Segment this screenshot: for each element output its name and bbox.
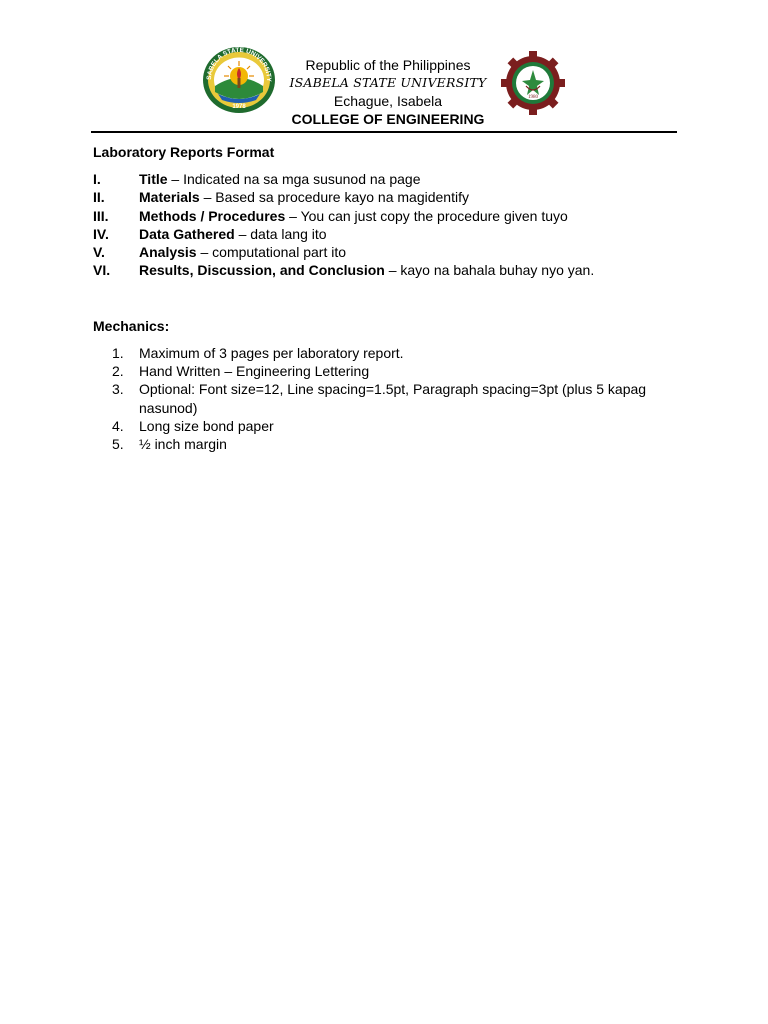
list-item	[112, 417, 672, 435]
list-item-number: IV.	[93, 225, 109, 242]
list-item-number: I.	[93, 171, 101, 187]
list-item-number: 5.	[112, 436, 124, 453]
header-text-block	[280, 56, 496, 128]
list-item-text: Long size bond paper	[139, 417, 274, 434]
list-item-number: 1.	[112, 345, 124, 361]
format-list	[93, 170, 693, 280]
list-item-number: II.	[93, 189, 105, 206]
list-item-text: Maximum of 3 pages per laboratory report.	[139, 345, 404, 361]
isabela-state-university-seal-icon	[202, 46, 276, 114]
list-item	[93, 243, 693, 261]
list-item	[93, 225, 693, 243]
college-of-engineering-seal-icon	[500, 50, 566, 116]
list-item-number: 2.	[112, 363, 124, 380]
list-item-number: V.	[93, 244, 105, 261]
list-item-number: VI.	[93, 262, 111, 279]
list-item-text: ½ inch margin	[139, 436, 227, 453]
list-item	[93, 188, 693, 206]
list-item	[93, 207, 693, 225]
list-item-description: – Indicated na sa mga susunod na page	[167, 171, 421, 187]
list-item	[112, 344, 672, 362]
document-header	[0, 0, 768, 134]
list-item-number: 3.	[112, 381, 124, 398]
list-item-description: – Based sa procedure kayo na magidentify	[199, 189, 469, 206]
list-item-text: Hand Written – Engineering Lettering	[139, 363, 370, 380]
list-item-description: – computational part ito	[196, 244, 347, 261]
list-item-term: Analysis	[139, 244, 197, 261]
mechanics-list	[112, 344, 672, 453]
list-item	[112, 362, 672, 380]
list-item	[112, 380, 672, 416]
svg-text:ISABELA STATE UNIVERSITY: SABELA STATE UNIVERSITY	[205, 46, 273, 82]
header-location: Echague, Isabela	[333, 93, 443, 109]
format-title: Laboratory Reports Format	[93, 144, 275, 160]
list-item-term: Data Gathered	[139, 225, 235, 242]
list-item-text: Optional: Font size=12, Line spacing=1.5pt, Paragraph spacing=3pt (plus 5 kapag nasunod)	[139, 381, 647, 416]
list-item-term: Methods / Procedures	[139, 207, 286, 224]
header-college: COLLEGE OF ENGINEERING	[291, 111, 485, 127]
list-item-description: – You can just copy the procedure given tuyo	[285, 207, 568, 224]
header-divider	[91, 131, 677, 133]
list-item-term: Results, Discussion, and Conclusion	[139, 262, 385, 279]
list-item-number: 4.	[112, 417, 124, 434]
header-university: ISABELA STATE UNIVERSITY	[289, 75, 487, 90]
list-item	[93, 261, 693, 279]
list-item	[112, 435, 672, 453]
list-item	[93, 170, 693, 188]
svg-text:1978: 1978	[232, 104, 246, 110]
svg-text:1980: 1980	[528, 95, 538, 100]
list-item-term: Title	[139, 171, 168, 187]
list-item-term: Materials	[139, 189, 200, 206]
header-republic: Republic of the Philippines	[305, 57, 471, 73]
list-item-description: – data lang ito	[234, 225, 327, 242]
list-item-description: – kayo na bahala buhay nyo yan.	[384, 262, 595, 279]
list-item-number: III.	[93, 207, 109, 224]
mechanics-title: Mechanics:	[93, 318, 170, 334]
